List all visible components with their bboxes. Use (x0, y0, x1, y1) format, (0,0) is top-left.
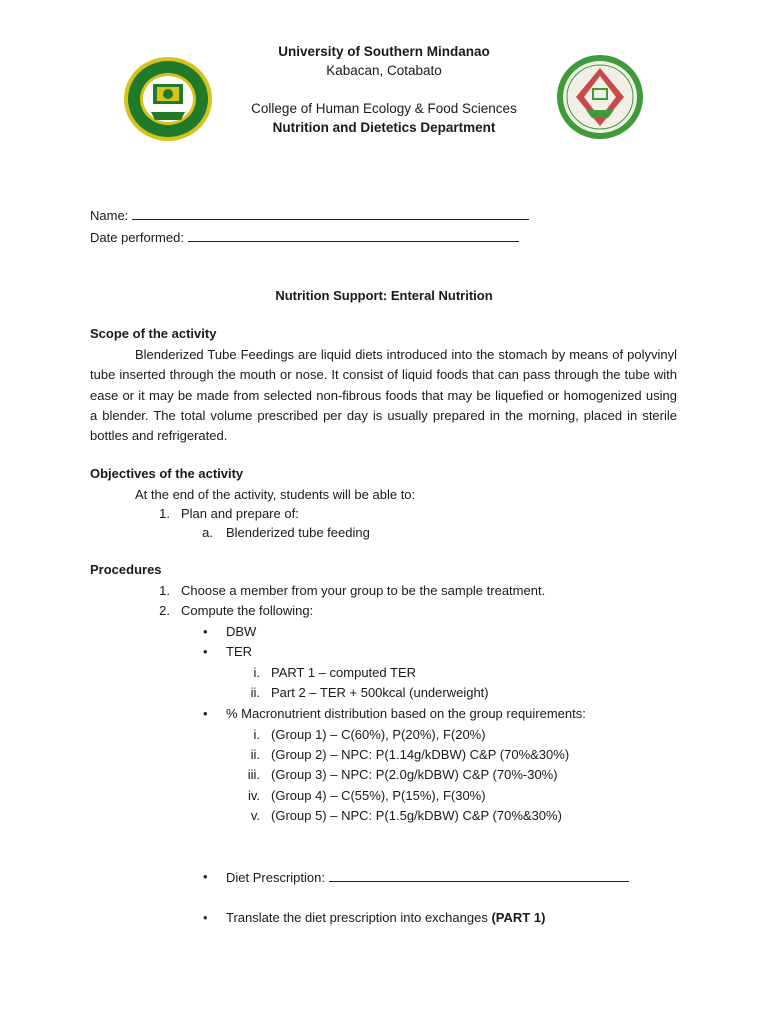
objectives-intro: At the end of the activity, students will be able to: (135, 487, 416, 502)
macro-item: (Group 4) – C(55%), P(15%), F(30%) (271, 788, 486, 803)
university-name: University of Southern Mindanao (278, 44, 490, 59)
step-2-marker: 2. (159, 603, 170, 618)
scope-heading: Scope of the activity (90, 326, 217, 341)
scope-paragraph: Blenderized Tube Feedings are liquid diets introduced into the stomach by means of polyvinyl tube inserted through the mouth or nose. It consist of liquid foods that can pass through the tube with ease or it may be made from selected non-fibrous foods that may be liquefied or homogenized using a blender. The total volume prescribed per day is usually prepared in the morning, placed in sterile bottles and refrigerated. (90, 347, 677, 444)
macro-item: (Group 5) – NPC: P(1.5g/kDBW) C&P (70%&30%) (271, 808, 562, 823)
bullet-macro: • (203, 706, 208, 721)
item-ter: TER (226, 644, 252, 659)
document-header (0, 42, 768, 137)
item-macro: % Macronutrient distribution based on the group requirements: (226, 706, 586, 721)
procedures-heading: Procedures (90, 562, 162, 577)
translate-instruction (226, 910, 545, 925)
objective-1: Plan and prepare of: (181, 506, 299, 521)
bullet-dbw: • (203, 624, 208, 639)
item-dbw: DBW (226, 624, 257, 639)
department-name: Nutrition and Dietetics Department (272, 120, 496, 135)
objective-1a: Blenderized tube feeding (226, 525, 370, 540)
ter-item: Part 2 – TER + 500kcal (underweight) (271, 685, 489, 700)
name-blank[interactable] (132, 207, 529, 220)
macro-item: (Group 1) – C(60%), P(20%), F(20%) (271, 727, 486, 742)
ter-item: PART 1 – computed TER (271, 665, 416, 680)
diet-prescription-field (226, 869, 629, 885)
step-1: Choose a member from your group to be the sample treatment. (181, 583, 546, 598)
bullet-ter: • (203, 644, 208, 659)
macro-item: (Group 2) – NPC: P(1.14g/kDBW) C&P (70%&30%) (271, 747, 570, 762)
name-label: Name: (90, 208, 129, 223)
diet-prescription-blank[interactable] (329, 869, 629, 882)
objective-1a-marker: a. (202, 525, 213, 540)
bullet-diet: • (203, 869, 208, 884)
step-2: Compute the following: (181, 603, 314, 618)
ter-item-marker: i. (253, 665, 260, 680)
ter-item-marker: ii. (250, 685, 260, 700)
translate-text: Translate the diet prescription into exchanges (226, 910, 488, 925)
university-location: Kabacan, Cotabato (326, 63, 442, 78)
macro-item-marker: ii. (250, 747, 260, 762)
date-field (90, 229, 519, 245)
macro-item: (Group 3) – NPC: P(2.0g/kDBW) C&P (70%-30%) (271, 767, 558, 782)
date-blank[interactable] (188, 229, 519, 242)
macro-item-marker: iii. (247, 767, 260, 782)
bullet-translate: • (203, 910, 208, 925)
diet-prescription-label: Diet Prescription: (226, 870, 325, 885)
step-1-marker: 1. (159, 583, 170, 598)
objectives-heading: Objectives of the activity (90, 466, 244, 481)
college-name: College of Human Ecology & Food Sciences (251, 101, 517, 116)
macro-item-marker: i. (253, 727, 260, 742)
macro-item-marker: v. (250, 808, 260, 823)
macro-item-marker: iv. (247, 788, 260, 803)
objective-1-marker: 1. (159, 506, 170, 521)
name-field (90, 207, 529, 223)
document-title: Nutrition Support: Enteral Nutrition (275, 288, 493, 303)
date-label: Date performed: (90, 230, 184, 245)
svg-text:★: ★ (165, 132, 171, 138)
translate-part-label: (PART 1) (491, 910, 546, 925)
